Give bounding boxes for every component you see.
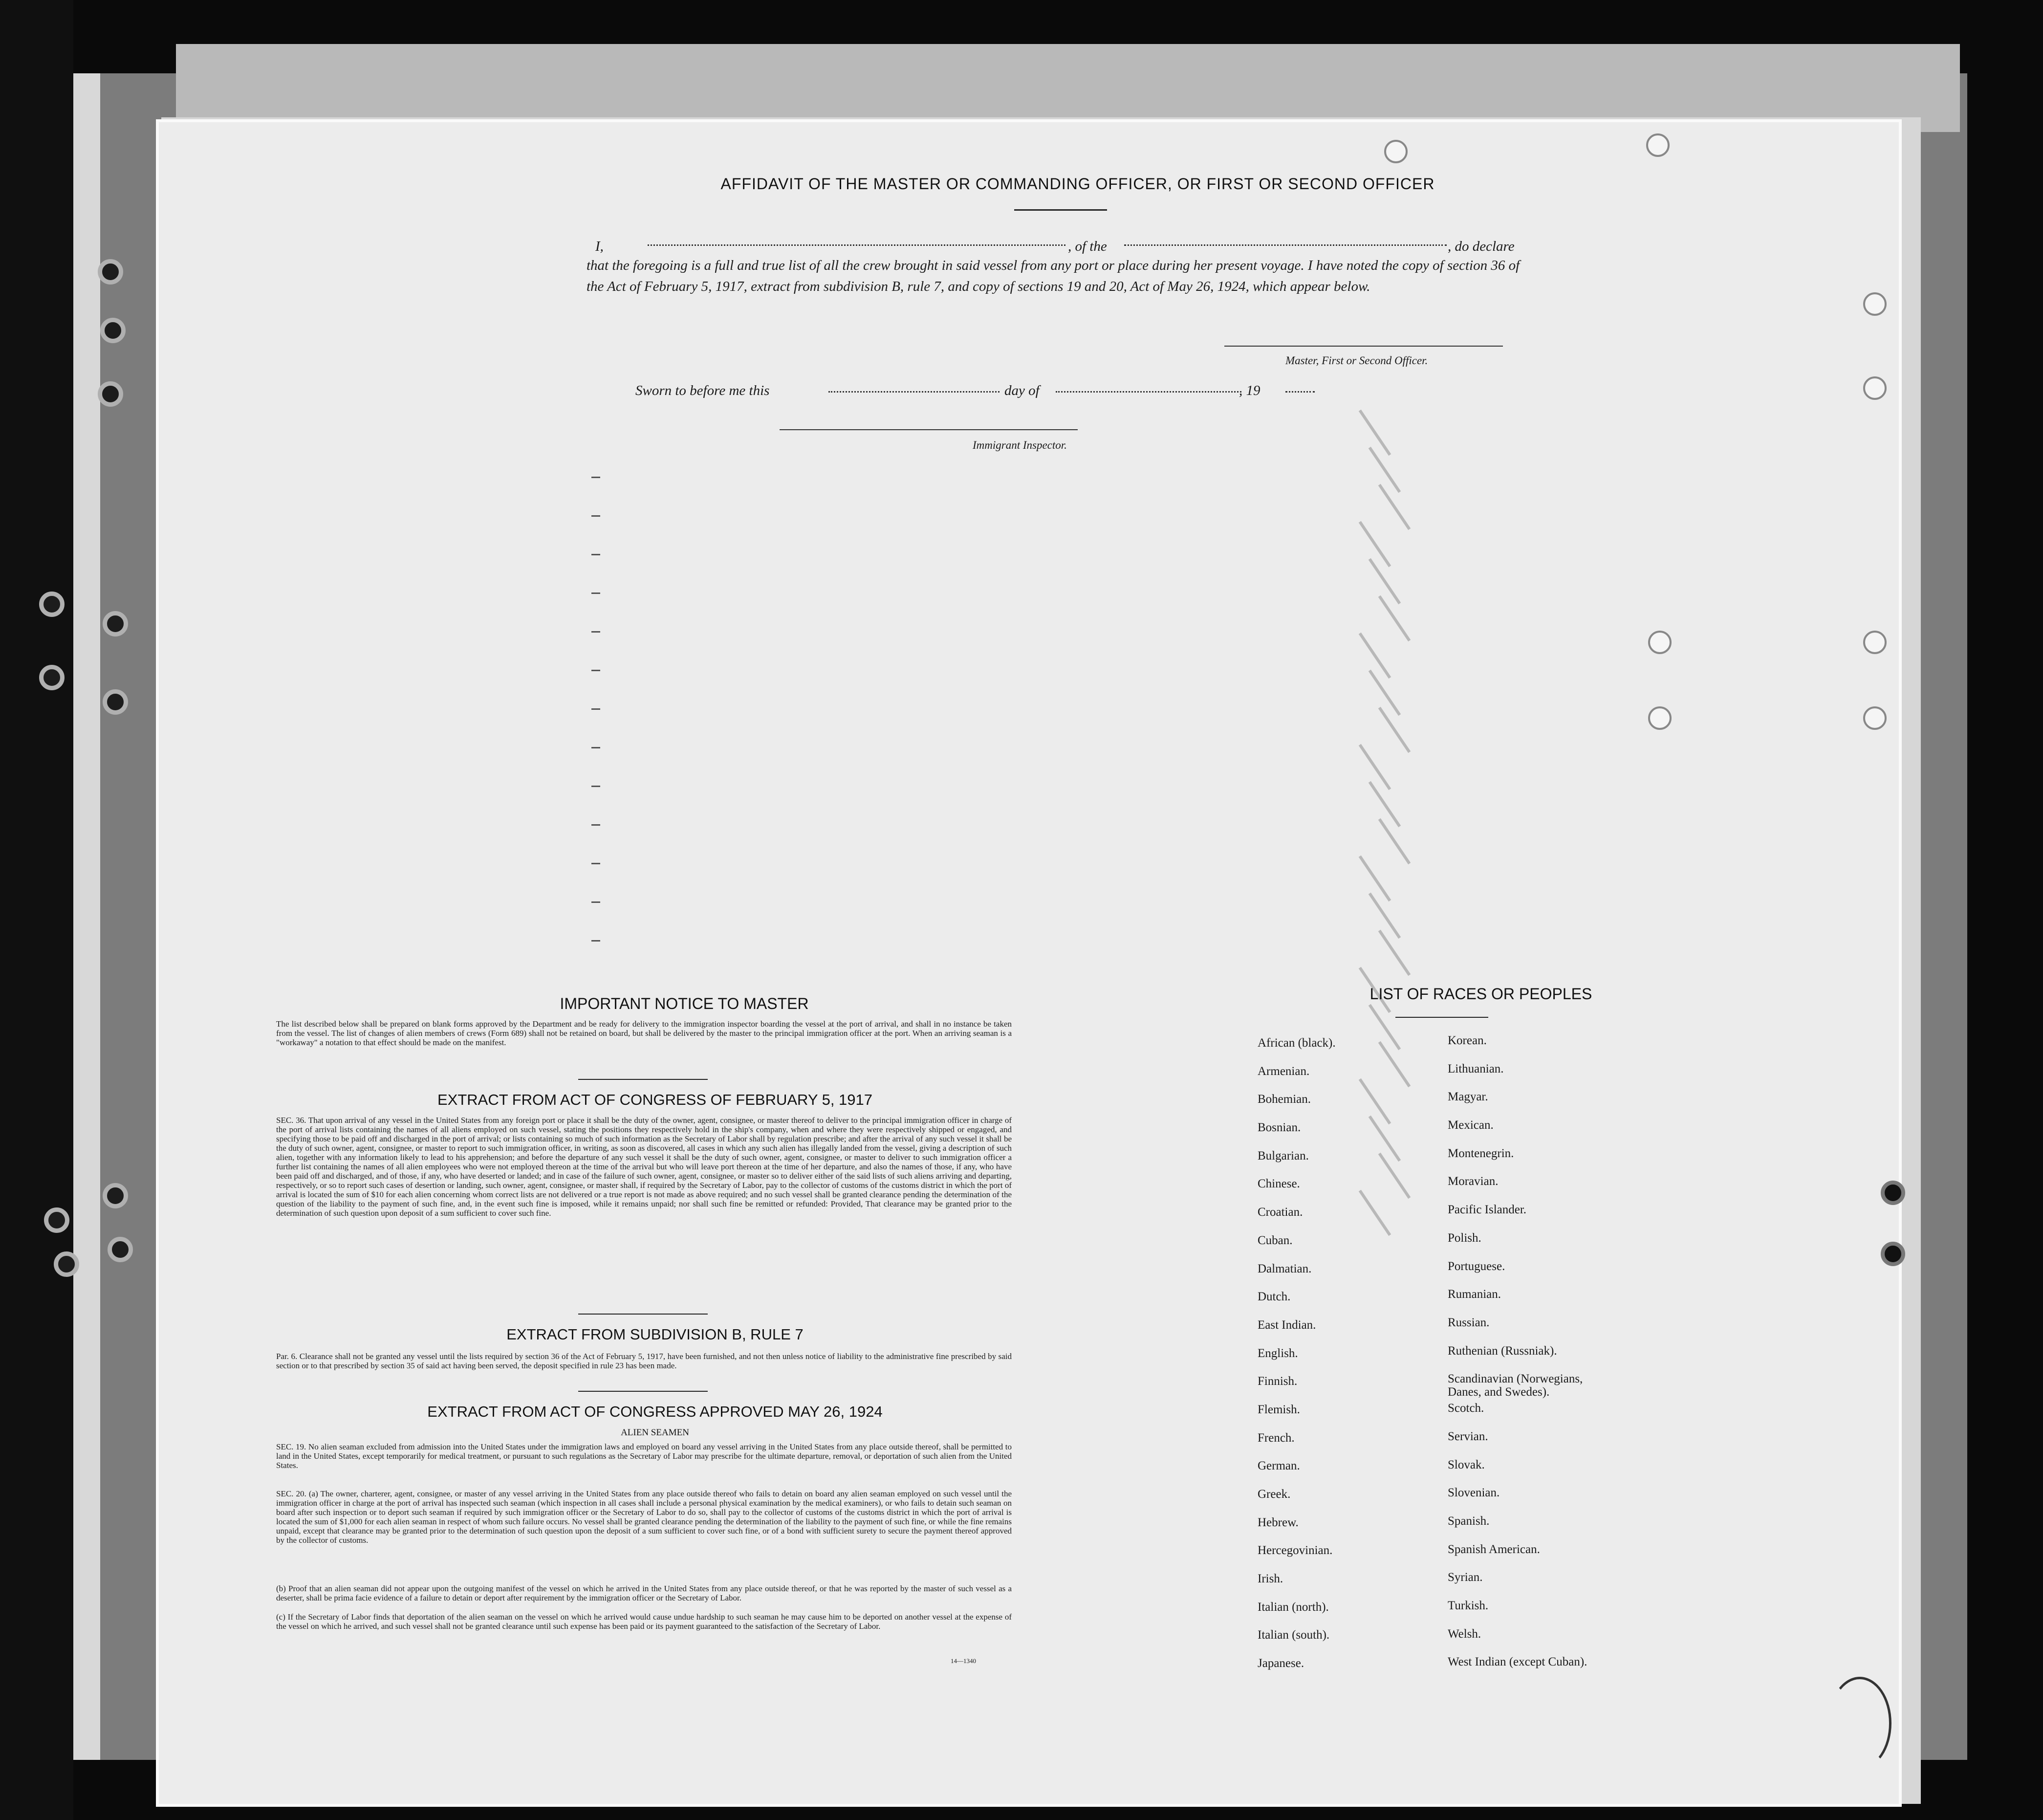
race-item: Slovenian. <box>1448 1486 1500 1500</box>
race-item: Bosnian. <box>1258 1121 1301 1135</box>
race-item: Polish. <box>1448 1231 1481 1245</box>
race-item: Cuban. <box>1258 1233 1293 1247</box>
master-signature-label: Master, First or Second Officer. <box>1285 354 1428 367</box>
race-item: Italian (north). <box>1258 1600 1329 1614</box>
sworn-label: Sworn to before me this <box>635 383 770 398</box>
race-item: Slovak. <box>1448 1458 1485 1471</box>
master-signature-line[interactable] <box>1224 346 1503 347</box>
race-item: West Indian (except Cuban). <box>1448 1655 1587 1669</box>
divider <box>578 1079 708 1080</box>
race-item: Welsh. <box>1448 1627 1481 1641</box>
scan-border-left <box>0 0 73 1820</box>
vessel-name-line[interactable] <box>1124 244 1447 246</box>
extract1-text: SEC. 36. That upon arrival of any vessel in the United States from any foreign port or place it shall be the duty of the owner, agent, consignee, or master thereof to deliver to the principal immigration officer in charge of the port of arrival lists containing the names of all aliens employed on such vessel, stating the positions they respectively hold in the ship's company, when and where they were respectively shipped or engaged, and specifying those to be paid off and discharged in the port of arrival; or lists containing so much of such information as the Secretary of Labor shall by regulation prescribe; and after the arrival of any such vessel it shall be the duty of such owner, agent, consignee, or master to report to such immigration officer, in writing, as soon as discovered, all cases in which any such alien has illegally landed from the vessel, giving a description of such alien, together with any information likely to lead to his apprehension; and before the departure of any such vessel it shall be the duty of such owner, agent, consignee, or master to deliver to such immigration officer a further list containing the names of all alien employees who were not employed thereon at the time of the arrival but who will leave port thereon at the time of her departure, and also the names of those, if any, who have been paid off and discharged, and of those, if any, who have deserted or landed; and in case of the failure of such owner, agent, consignee, or master so to deliver either of the said lists of such aliens arriving and departing, respectively, or so to report such cases of desertion or landing, such owner, agent, consignee, or master shall, if required by the Secretary of Labor, pay to the collector of customs of the customs district in which the port of arrival is located the sum of $10 for each alien concerning whom correct lists are not delivered or a true report is not made as above required; and no such vessel shall be granted clearance pending the determination of the question of the liability to the payment of such fine, and, in the event such fine is imposed, while it remains unpaid; nor shall such fine be remitted or refunded: Provided, That clearance may be granted prior to the determination of such question upon deposit of a sum sufficient to cover such fine. <box>276 1116 1012 1218</box>
binder-ring-icon <box>108 1237 133 1262</box>
race-item: Ruthenian (Russniak). <box>1448 1344 1557 1358</box>
race-item: French. <box>1258 1431 1295 1445</box>
punch-hole-icon <box>1863 631 1887 654</box>
sworn-day-line[interactable] <box>828 391 1000 393</box>
binder-ring-icon <box>98 381 123 407</box>
row-dash <box>591 901 600 903</box>
row-dash <box>591 515 600 517</box>
row-dash <box>591 477 600 478</box>
races-title-underline <box>1395 1017 1488 1018</box>
punch-hole-icon <box>1384 140 1408 163</box>
row-dash <box>591 863 600 864</box>
race-item: Montenegrin. <box>1448 1146 1514 1160</box>
race-item: Moravian. <box>1448 1175 1499 1188</box>
race-item: Magyar. <box>1448 1090 1488 1104</box>
row-dash <box>591 708 600 710</box>
sworn-month-line[interactable] <box>1056 391 1241 393</box>
races-column-2 <box>1448 1034 1609 1684</box>
race-item: Russian. <box>1448 1316 1490 1329</box>
row-dash <box>591 670 600 671</box>
row-dash <box>591 940 600 942</box>
race-item: Turkish. <box>1448 1599 1489 1613</box>
extract2-title: EXTRACT FROM SUBDIVISION B, RULE 7 <box>506 1326 804 1343</box>
punch-hole-icon <box>1863 292 1887 316</box>
binder-ring-icon <box>39 665 65 690</box>
race-item: Spanish American. <box>1448 1542 1540 1556</box>
punch-hole-icon <box>1648 631 1672 654</box>
punch-hole-icon <box>1648 706 1672 730</box>
race-item: Scotch. <box>1448 1402 1484 1415</box>
extract2-text: Par. 6. Clearance shall not be granted any vessel until the lists required by section 36 of the Act of February 5, 1917, have been furnished, and not then unless notice of liability to the administrative fine prescribed by said section or to that prescribed by section 35 of said act having been served, the deposit specified in rule 23 has been made. <box>276 1352 1012 1370</box>
race-item: Scandinavian (Norwegians, Danes, and Swedes). <box>1448 1372 1583 1399</box>
race-item: Hercegovinian. <box>1258 1544 1333 1557</box>
binder-ring-icon <box>44 1207 69 1233</box>
extract1-title: EXTRACT FROM ACT OF CONGRESS OF FEBRUARY 5, 1917 <box>437 1091 873 1108</box>
notice-title: IMPORTANT NOTICE TO MASTER <box>560 995 809 1012</box>
declare-label: , do declare <box>1448 239 1515 254</box>
row-dash <box>591 747 600 748</box>
race-item: Portuguese. <box>1448 1259 1505 1273</box>
race-item: Lithuanian. <box>1448 1062 1504 1075</box>
notice-text: The list described below shall be prepared on blank forms approved by the Department and be ready for delivery to the immigration inspector boarding the vessel at the port of arrival, and shall in no instance be taken from the vessel. The list of changes of alien members of crews (Form 689) shall not be retained on board, but shall be delivered by the master to the principal immigration officer at the port. When an arriving seaman is a "workaway" a notation to that effect should be made on the manifest. <box>276 1019 1012 1047</box>
form-number: 14—1340 <box>951 1657 976 1665</box>
race-item: Korean. <box>1448 1034 1487 1047</box>
title-underline <box>1014 209 1107 211</box>
race-item: African (black). <box>1258 1036 1336 1050</box>
race-item: Armenian. <box>1258 1064 1310 1078</box>
race-item: Dutch. <box>1258 1290 1291 1304</box>
extract3-title: EXTRACT FROM ACT OF CONGRESS APPROVED MAY 26, 1924 <box>427 1403 883 1420</box>
row-dash <box>591 592 600 594</box>
inspector-label: Immigrant Inspector. <box>973 439 1067 451</box>
race-item: Italian (south). <box>1258 1628 1330 1642</box>
year-label: , 19 <box>1239 383 1261 398</box>
races-column-1 <box>1258 1036 1336 1685</box>
sworn-year-line[interactable] <box>1285 391 1315 393</box>
sec20b-text: (b) Proof that an alien seaman did not appear upon the outgoing manifest of the vessel on which he arrived in the United States from any place outside thereof, or that he was reported by the master of such vessel as a deserter, shall be prima facie evidence of a failure to detain or deport after requirement by the immigration officer or the Secretary of Labor. <box>276 1584 1012 1602</box>
binder-ring-icon <box>100 318 126 343</box>
race-item: Finnish. <box>1258 1375 1298 1388</box>
divider <box>578 1391 708 1392</box>
race-item: German. <box>1258 1459 1300 1473</box>
race-item: Hebrew. <box>1258 1515 1299 1529</box>
affidavit-title: AFFIDAVIT OF THE MASTER OR COMMANDING OFFICER, OR FIRST OR SECOND OFFICER <box>720 175 1435 193</box>
race-item: Pacific Islander. <box>1448 1203 1527 1217</box>
race-item: Bohemian. <box>1258 1093 1311 1106</box>
binder-ring-icon <box>103 611 128 636</box>
punch-hole-icon <box>1646 133 1670 157</box>
race-item: Greek. <box>1258 1488 1291 1501</box>
race-item: Japanese. <box>1258 1657 1304 1670</box>
sec20a-text: SEC. 20. (a) The owner, charterer, agent, consignee, or master of any vessel arriving in the United States from any place outside thereof who fails to detain on board any alien seaman employed on such vessel until the immigration officer in charge at the port of arrival has inspected such seaman (which inspection in all cases shall include a personal physical examination by the medical examiners), or who fails to detain such seaman on board after such inspection or to deport such seaman if required by such immigration officer or the Secretary of Labor to do so, shall pay to the collector of customs of the customs district in which the port of arrival is located the sum of $1,000 for each alien seaman in respect of whom such failure occurs. No vessel shall be granted clearance pending the determination of the liability to the payment of such fine, or while the fine remains unpaid, except that clearance may be granted prior to the determination of such question upon the deposit of a sum sufficient to cover such fine, or of a bond with sufficient surety to secure the payment thereof approved by the collector of customs. <box>276 1489 1012 1545</box>
race-item: East Indian. <box>1258 1318 1316 1332</box>
race-item: Servian. <box>1448 1429 1488 1443</box>
race-item: English. <box>1258 1346 1298 1360</box>
inspector-signature-line[interactable] <box>780 429 1078 430</box>
binder-ring-icon <box>103 689 128 715</box>
race-item: Flemish. <box>1258 1403 1300 1416</box>
binder-ring-icon <box>39 592 65 617</box>
row-dash <box>591 631 600 633</box>
extract3-subtitle: ALIEN SEAMEN <box>621 1427 689 1438</box>
race-item: Dalmatian. <box>1258 1262 1312 1275</box>
row-dash <box>591 786 600 787</box>
race-item: Spanish. <box>1448 1514 1490 1528</box>
race-item: Rumanian. <box>1448 1288 1501 1301</box>
race-item: Chinese. <box>1258 1177 1300 1191</box>
declarant-name-line[interactable] <box>648 244 1065 246</box>
binder-ring-icon <box>103 1183 128 1208</box>
punch-hole-icon <box>1863 706 1887 730</box>
race-item: Bulgarian. <box>1258 1149 1309 1162</box>
day-of-label: day of <box>1004 383 1040 398</box>
form-sheet <box>159 122 1899 1804</box>
declarant-label: I, <box>595 239 604 254</box>
sec19-text: SEC. 19. No alien seaman excluded from admission into the United States under the immigration laws and employed on board any vessel arriving in the United States from any place outside thereof, shall be permitted to land in the United States, except temporarily for medical treatment, or pursuant to such regulations as the Secretary of Labor may prescribe for the ultimate departure, removal, or deportation of such alien from the United States. <box>276 1442 1012 1470</box>
pencil-mark <box>1828 1677 1891 1770</box>
races-title: LIST OF RACES OR PEOPLES <box>1369 985 1592 1003</box>
affidavit-body: that the foregoing is a full and true list of all the crew brought in said vessel from any port or place during her present voyage. I have noted the copy of section 36 of the Act of February 5, 1917, extract from subdivision B, rule 7, and copy of sections 19 and 20, Act of May 26, 1924, which appear below. <box>587 258 1520 294</box>
divider <box>578 1314 708 1315</box>
binder-ring-icon <box>98 259 123 285</box>
sec20c-text: (c) If the Secretary of Labor finds that deportation of the alien seaman on the vessel on which he arrived would cause undue hardship to such seaman he may cause him to be deported on another vessel at the expense of the vessel on which he arrived, and such vessel shall not be granted clearance until such expense has been paid or its payment guaranteed to the satisfaction of the Secretary of Labor. <box>276 1612 1012 1631</box>
row-dash <box>591 554 600 555</box>
punch-hole-icon <box>1863 376 1887 400</box>
vessel-label: , of the <box>1068 239 1107 254</box>
binder-ring-icon <box>1881 1181 1905 1205</box>
binder-ring-icon <box>1881 1242 1905 1266</box>
race-item: Croatian. <box>1258 1206 1303 1219</box>
race-item: Irish. <box>1258 1572 1283 1586</box>
binder-ring-icon <box>54 1251 79 1277</box>
race-item: Mexican. <box>1448 1118 1494 1132</box>
row-dash <box>591 824 600 826</box>
race-item: Syrian. <box>1448 1571 1483 1584</box>
